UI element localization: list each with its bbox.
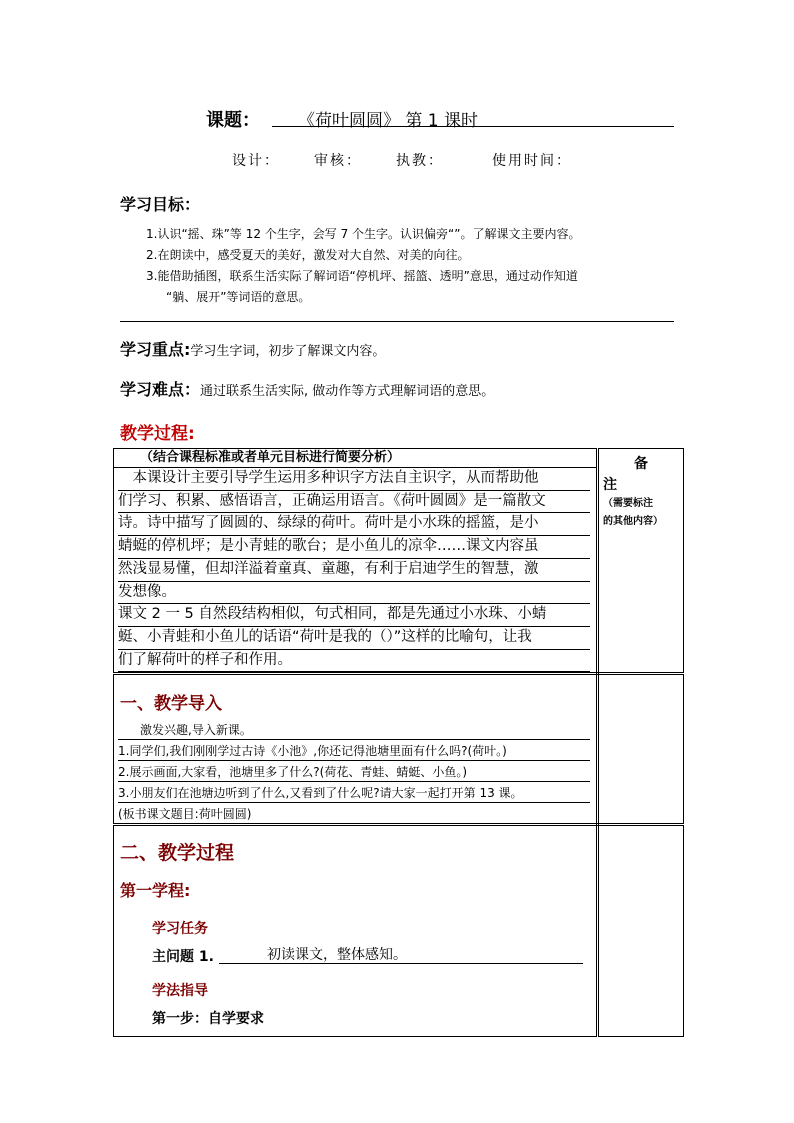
goal-item-3: 3.能借助插图，联系生活实际了解词语“停机坪、摇篮、透明”意思，通过动作知道 xyxy=(146,269,578,283)
process-cell xyxy=(114,825,598,1037)
analysis-line: 们了解荷叶的样子和作用。 xyxy=(118,650,590,673)
task-label: 学习任务 xyxy=(152,921,208,938)
meta-design: 设计： xyxy=(232,153,280,169)
notes-sub-1: （需要标注 xyxy=(603,498,653,509)
intro-line: 3.小朋友们在池塘边听到了什么,又看到了什么呢?请大家一起打开第 13 课。 xyxy=(118,782,590,803)
stage-heading: 第一学程: xyxy=(120,881,191,901)
question-row xyxy=(114,946,596,980)
process-heading: 教学过程: xyxy=(120,424,195,444)
difficulty-text: 通过联系生活实际, 做动作等方式理解词语的意思。 xyxy=(200,384,495,399)
analysis-line: 蜻蜓的停机坪；是小青蛙的歌台；是小鱼儿的凉伞……课文内容虽 xyxy=(118,536,590,559)
analysis-line: 课文 2 一 5 自然段结构相似，句式相同，都是先通过小水珠、小蜻 xyxy=(118,604,590,627)
analysis-cell xyxy=(114,449,598,674)
goal-item-3-cont: “躺、展开”等词语的意思。 xyxy=(166,290,311,304)
notes-heading-2: 注 xyxy=(603,477,617,493)
intro-line: 激发兴趣,导入新课。 xyxy=(118,719,590,740)
intro-heading: 一、教学导入 xyxy=(120,694,222,715)
analysis-line: 们学习、积累、感悟语言，正确运用语言。《荷叶圆圆》是一篇散文 xyxy=(118,491,590,514)
intro-line: 2.展示画面,大家看，池塘里多了什么?(荷花、青蛙、蜻蜓、小鱼。) xyxy=(118,761,590,782)
notes-heading-1: 备 xyxy=(634,456,648,472)
goal-item-1: 1.认识“摇、珠”等 12 个生字，会写 7 个生字。认识偏旁“”。了解课文主要内容。 xyxy=(146,227,581,241)
key-point-heading: 学习重点: xyxy=(120,340,191,359)
goal-item-2: 2.在朗读中，感受夏天的美好，激发对大自然、对美的向往。 xyxy=(146,248,470,262)
meta-teacher: 执教： xyxy=(396,153,444,169)
lesson-title-label: 课题： xyxy=(206,110,260,131)
analysis-line: 蜓、小青蛙和小鱼儿的话语“荷叶是我的（）”这样的比喻句，让我 xyxy=(118,627,590,650)
method-label: 学法指导 xyxy=(152,983,208,1000)
notes-cell-3 xyxy=(598,825,684,1037)
notes-cell xyxy=(598,449,684,674)
intro-cell xyxy=(114,674,598,825)
notes-sub-2: 的其他内容） xyxy=(603,516,663,527)
analysis-line: 发想像。 xyxy=(118,582,590,605)
intro-line: 1.同学们,我们刚刚学过古诗《小池》,你还记得池塘里面有什么吗?(荷叶。) xyxy=(118,740,590,761)
meta-review: 审核： xyxy=(314,153,362,169)
lesson-table xyxy=(113,448,684,1037)
process-section-heading: 二、教学过程 xyxy=(120,842,235,865)
analysis-line: 然浅显易懂，但却洋溢着童真、童趣，有利于启迪学生的智慧，激 xyxy=(118,559,590,582)
step-label: 第一步：自学要求 xyxy=(152,1011,264,1028)
analysis-line: 诗。诗中描写了圆圆的、绿绿的荷叶。荷叶是小水珠的摇篮，是小 xyxy=(118,513,590,536)
meta-date: 使用时间： xyxy=(492,153,572,169)
difficulty-heading: 学习难点： xyxy=(120,380,201,399)
analysis-text xyxy=(118,468,590,672)
lesson-title: 《荷叶圆圆》 第 1 课时 xyxy=(298,111,479,131)
key-point-row xyxy=(120,337,385,360)
divider xyxy=(120,321,674,322)
question-text: 初读课文，整体感知。 xyxy=(219,944,583,964)
intro-line: (板书课文题目:荷叶圆圆) xyxy=(118,807,252,822)
question-label: 主问题 1. xyxy=(152,949,214,966)
meta-row xyxy=(232,150,606,170)
difficulty-row xyxy=(120,377,494,400)
goals-heading: 学习目标： xyxy=(120,195,201,214)
key-point-text: 学习生字词，初步了解课文内容。 xyxy=(190,344,386,359)
analysis-line: 本课设计主要引导学生运用多种识字方法自主识字，从而帮助他 xyxy=(118,468,590,491)
analysis-heading: （结合课程标准或者单元目标进行简要分析） xyxy=(114,449,596,468)
notes-cell-2 xyxy=(598,674,684,825)
